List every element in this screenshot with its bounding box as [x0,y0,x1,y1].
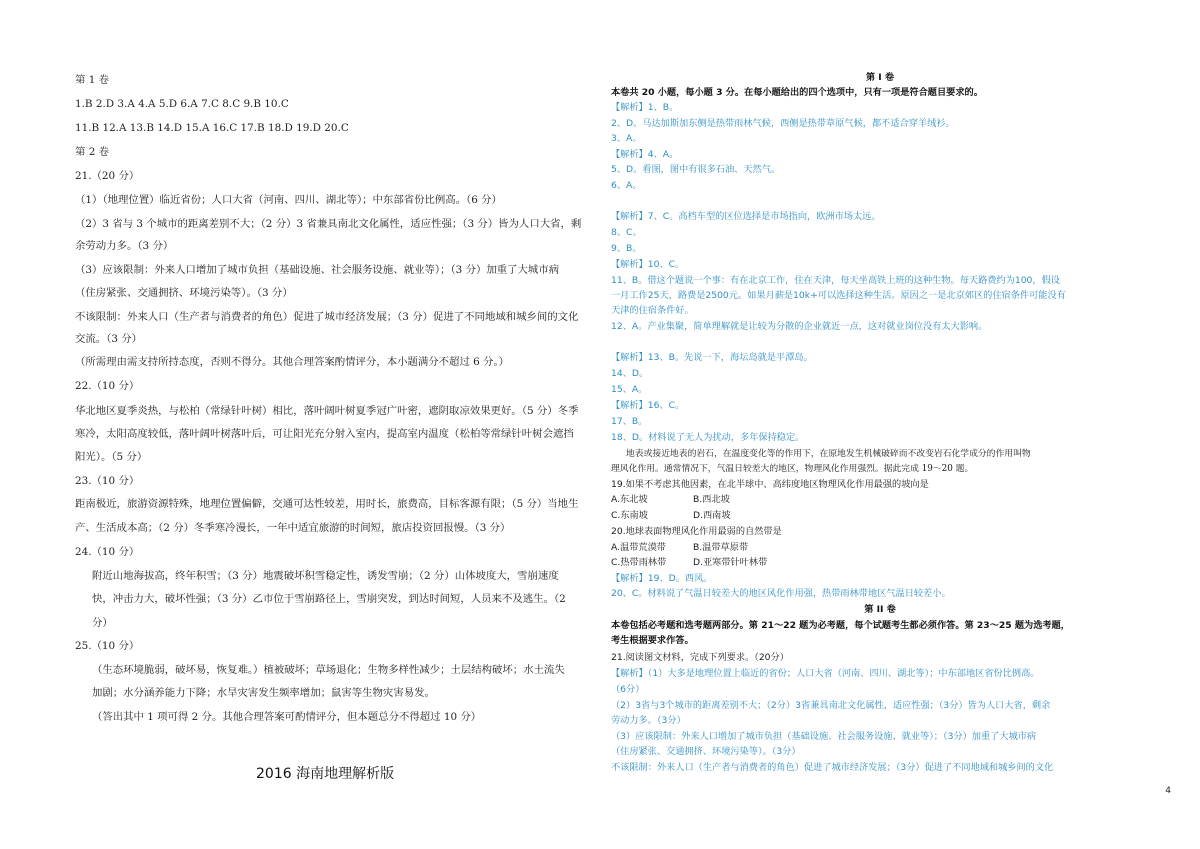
option-d: D.西南坡 [693,510,731,521]
page-number: 4 [1165,786,1171,796]
scoring-note: （所需理由需支持所持态度，否则不得分。其他合理答案酌情评分，本小题满分不超过 6 分。） [75,356,510,368]
question-19-options-row-2 [611,510,1171,522]
document-title: 2016 海南地理解析版 [256,766,395,782]
answer-text-line: （住房紧张、交通拥挤、环境污染等）。（3 分） [75,287,293,299]
analysis-line: 【解析】13、B。先说一下，海坛岛就是平潭岛。 [611,352,813,363]
analysis-line: 20、C。材料说了气温日较差大的地区风化作用强，热带雨林带地区气温日较差小。 [611,588,951,599]
analysis-line: 【解析】10、C。 [611,259,685,270]
answer-text-line: （3）应该限制：外来人口增加了城市负担（基础设施、社会服务设施、就业等）；（3 分）加重了大城市病 [75,264,560,276]
analysis-line: 12、A。产业集聚，简单理解就是让较为分散的企业就近一点，这对就业岗位没有太大影响。 [611,321,988,332]
analysis-line: 【解析】19、D。西风。 [611,573,713,584]
section-heading-part-1: 第 I 卷 [865,72,895,83]
answer-text-line: 距南极近，旅游资源特殊，地理位置偏僻，交通可达性较差，用时长，旅费高，目标客源有限；（5 分）当地生 [75,498,579,510]
question-19-options-row-1 [611,494,1171,506]
scoring-note: （答出其中 1 项可得 2 分。其他合理答案可酌情评分，但本题总分不得超过 10 分） [92,711,482,723]
analysis-line: 不该限制：外来人口（生产者与消费者的角色）促进了城市经济发展；（3分）促进了不同地域和城乡间的文化 [611,762,1054,773]
option-c: C.东南坡 [611,510,648,521]
passage-line: 理风化作用。通常情况下，气温日较差大的地区，物理风化作用强烈。据此完成 19～20 题。 [611,464,974,474]
option-a: A.温带荒漠带 [611,542,666,553]
question-20: 20.地球表面物理风化作用最弱的自然带是 [611,526,782,537]
analysis-line: 11、B。借这个题说一个事：有在北京工作，住在天津，每天坐高铁上班的这种生物。每天路费约为100，假设 [611,275,1060,286]
answer-text-line: （2）3 省与 3 个城市的距离差别不大；（2 分）3 省兼具南北文化属性，适应性强；（3 分）皆为人口大省，剩 [75,218,582,230]
analysis-line: 3、A。 [611,133,642,144]
answer-text-line: 交流。（3 分） [75,333,143,345]
question-25-heading: 25.（10 分） [75,640,140,652]
answer-text-line: 阳光）。（5 分） [75,451,148,463]
answer-text-line: 不该限制：外来人口（生产者与消费者的角色）促进了城市经济发展；（3 分）促进了不同地域和城乡间的文化 [75,311,579,323]
answer-key-line-1: 1.B 2.D 3.A 4.A 5.D 6.A 7.C 8.C 9.B 10.C [75,98,289,110]
answer-text-line: 分） [92,617,113,629]
analysis-line: 14、D。 [611,368,649,379]
answer-text-line: 寒冷，太阳高度较低，落叶阔叶树落叶后，可让阳光充分射入室内，提高室内温度（松柏等常绿针叶树会遮挡 [75,428,574,440]
question-23-heading: 23.（10 分） [75,475,140,487]
answer-text-line: 余劳动力多。（3 分） [75,240,174,252]
analysis-line: 2、D。马达加斯加东侧是热带雨林气候，西侧是热带草原气候，都不适合穿羊绒衫。 [611,118,955,129]
answer-text-line: 加剧；水分涵养能力下降；水旱灾害发生频率增加；鼠害等生物灾害易发。 [92,687,435,699]
analysis-line: 【解析】（1）大多是地理位置上临近的省份；人口大省（河南、四川、湖北等）；中东部地区省份比例高。 [611,668,1040,679]
passage-line: 地表或接近地表的岩石，在温度变化等的作用下，在原地发生机械破碎而不改变岩石化学成分的作用叫物 [626,449,1031,459]
question-24-heading: 24.（10 分） [75,546,140,558]
question-22-heading: 22.（10 分） [75,380,140,392]
analysis-line: 17、B。 [611,416,648,427]
analysis-line: 劳动力多。（3分） [611,715,686,726]
analysis-line: 18、D。材料说了无人为扰动，多年保持稳定。 [611,432,805,443]
analysis-line: 6、A。 [611,180,642,191]
option-d: D.亚寒带针叶林带 [693,557,768,568]
answer-text-line: 华北地区夏季炎热，与松柏（常绿针叶树）相比，落叶阔叶树夏季冠广叶密，遮阴取凉效果更好。（5 分）冬季 [75,405,579,417]
question-20-options-row-1 [611,542,1171,554]
analysis-line: 8、C。 [611,227,642,238]
question-21: 21.阅读图文材料，完成下列要求。（20分） [611,652,789,663]
analysis-line: （2）3省与3个城市的距离差别不大；（2分）3省兼具南北文化属性，适应性强；（3分）皆为人口大省，剩余 [611,700,1051,711]
analysis-line: 【解析】1、B。 [611,102,679,113]
answer-text-line: 快，冲击力大，破坏性强；（3 分）乙市位于雪崩路径上，雪崩突发，到达时间短，人员来不及逃生。（2 [92,593,566,605]
option-b: B.温带草原带 [693,542,749,553]
analysis-line: 【解析】7、C。高档车型的区位选择是市场指向，欧洲市场太远。 [611,211,881,222]
analysis-line: 【解析】16、C。 [611,400,685,411]
section-heading-part-2: 第 II 卷 [864,604,896,615]
answer-text-line: 产、生活成本高；（2 分）冬季寒冷漫长，一年中适宜旅游的时间短，旅店投资回报慢。（3 分） [75,522,511,534]
question-19: 19.如果不考虑其他因素，在北半球中、高纬度地区物理风化作用最强的坡向是 [611,479,929,490]
option-c: C.热带雨林带 [611,557,667,568]
analysis-line: （6分） [611,684,645,695]
analysis-line: 5、D。看图，图中有很多石油、天然气。 [611,164,781,175]
option-b: B.西北坡 [693,494,730,505]
part-2-instructions: 本卷包括必考题和选考题两部分。第 21～22 题为必考题，每个试题考生都必须作答。第 23～25 题为选考题， [611,620,1070,631]
answer-text-line: （生态环境脆弱，破坏易，恢复难。）植被破坏；草场退化；生物多样性减少；土层结构破坏；水土流失 [92,664,565,676]
analysis-line: 9、B。 [611,243,642,254]
option-a: A.东北坡 [611,494,648,505]
part-1-instructions: 本卷共 20 小题，每小题 3 分。在每小题给出的四个选项中，只有一项是符合题目要求的。 [611,87,983,98]
answer-text-line: 附近山地海拔高，终年积雪；（3 分）地震破坏积雪稳定性，诱发雪崩；（2 分）山体坡度大，雪崩速度 [92,570,559,582]
section-heading-volume-1: 第 1 卷 [75,74,109,86]
analysis-line: 15、A。 [611,384,648,395]
question-20-options-row-2 [611,557,1171,569]
section-heading-volume-2: 第 2 卷 [75,146,109,158]
analysis-line: （住房紧张、交通拥挤、环境污染等）。（3分） [611,746,801,757]
analysis-line: （3）应该限制：外来人口增加了城市负担（基础设施、社会服务设施、就业等）；（3分）加重了大城市病 [611,731,1037,742]
analysis-line: 天津的住宿条件好。 [611,305,694,316]
analysis-line: 一月工作25天，路费是2500元。如果月薪是10k+可以选择这种生活。原因之一是北京郊区的住宿条件可能没有 [611,290,1066,301]
question-21-heading: 21.（20 分） [75,170,140,182]
answer-key-line-2: 11.B 12.A 13.B 14.D 15.A 16.C 17.B 18.D 19.D 20.C [75,122,349,134]
part-2-instructions: 考生根据要求作答。 [611,635,694,646]
analysis-line: 【解析】4、A。 [611,149,679,160]
answer-text-line: （1）（地理位置）临近省份；人口大省（河南、四川、湖北等）；中东部省份比例高。（6 分） [75,194,502,206]
